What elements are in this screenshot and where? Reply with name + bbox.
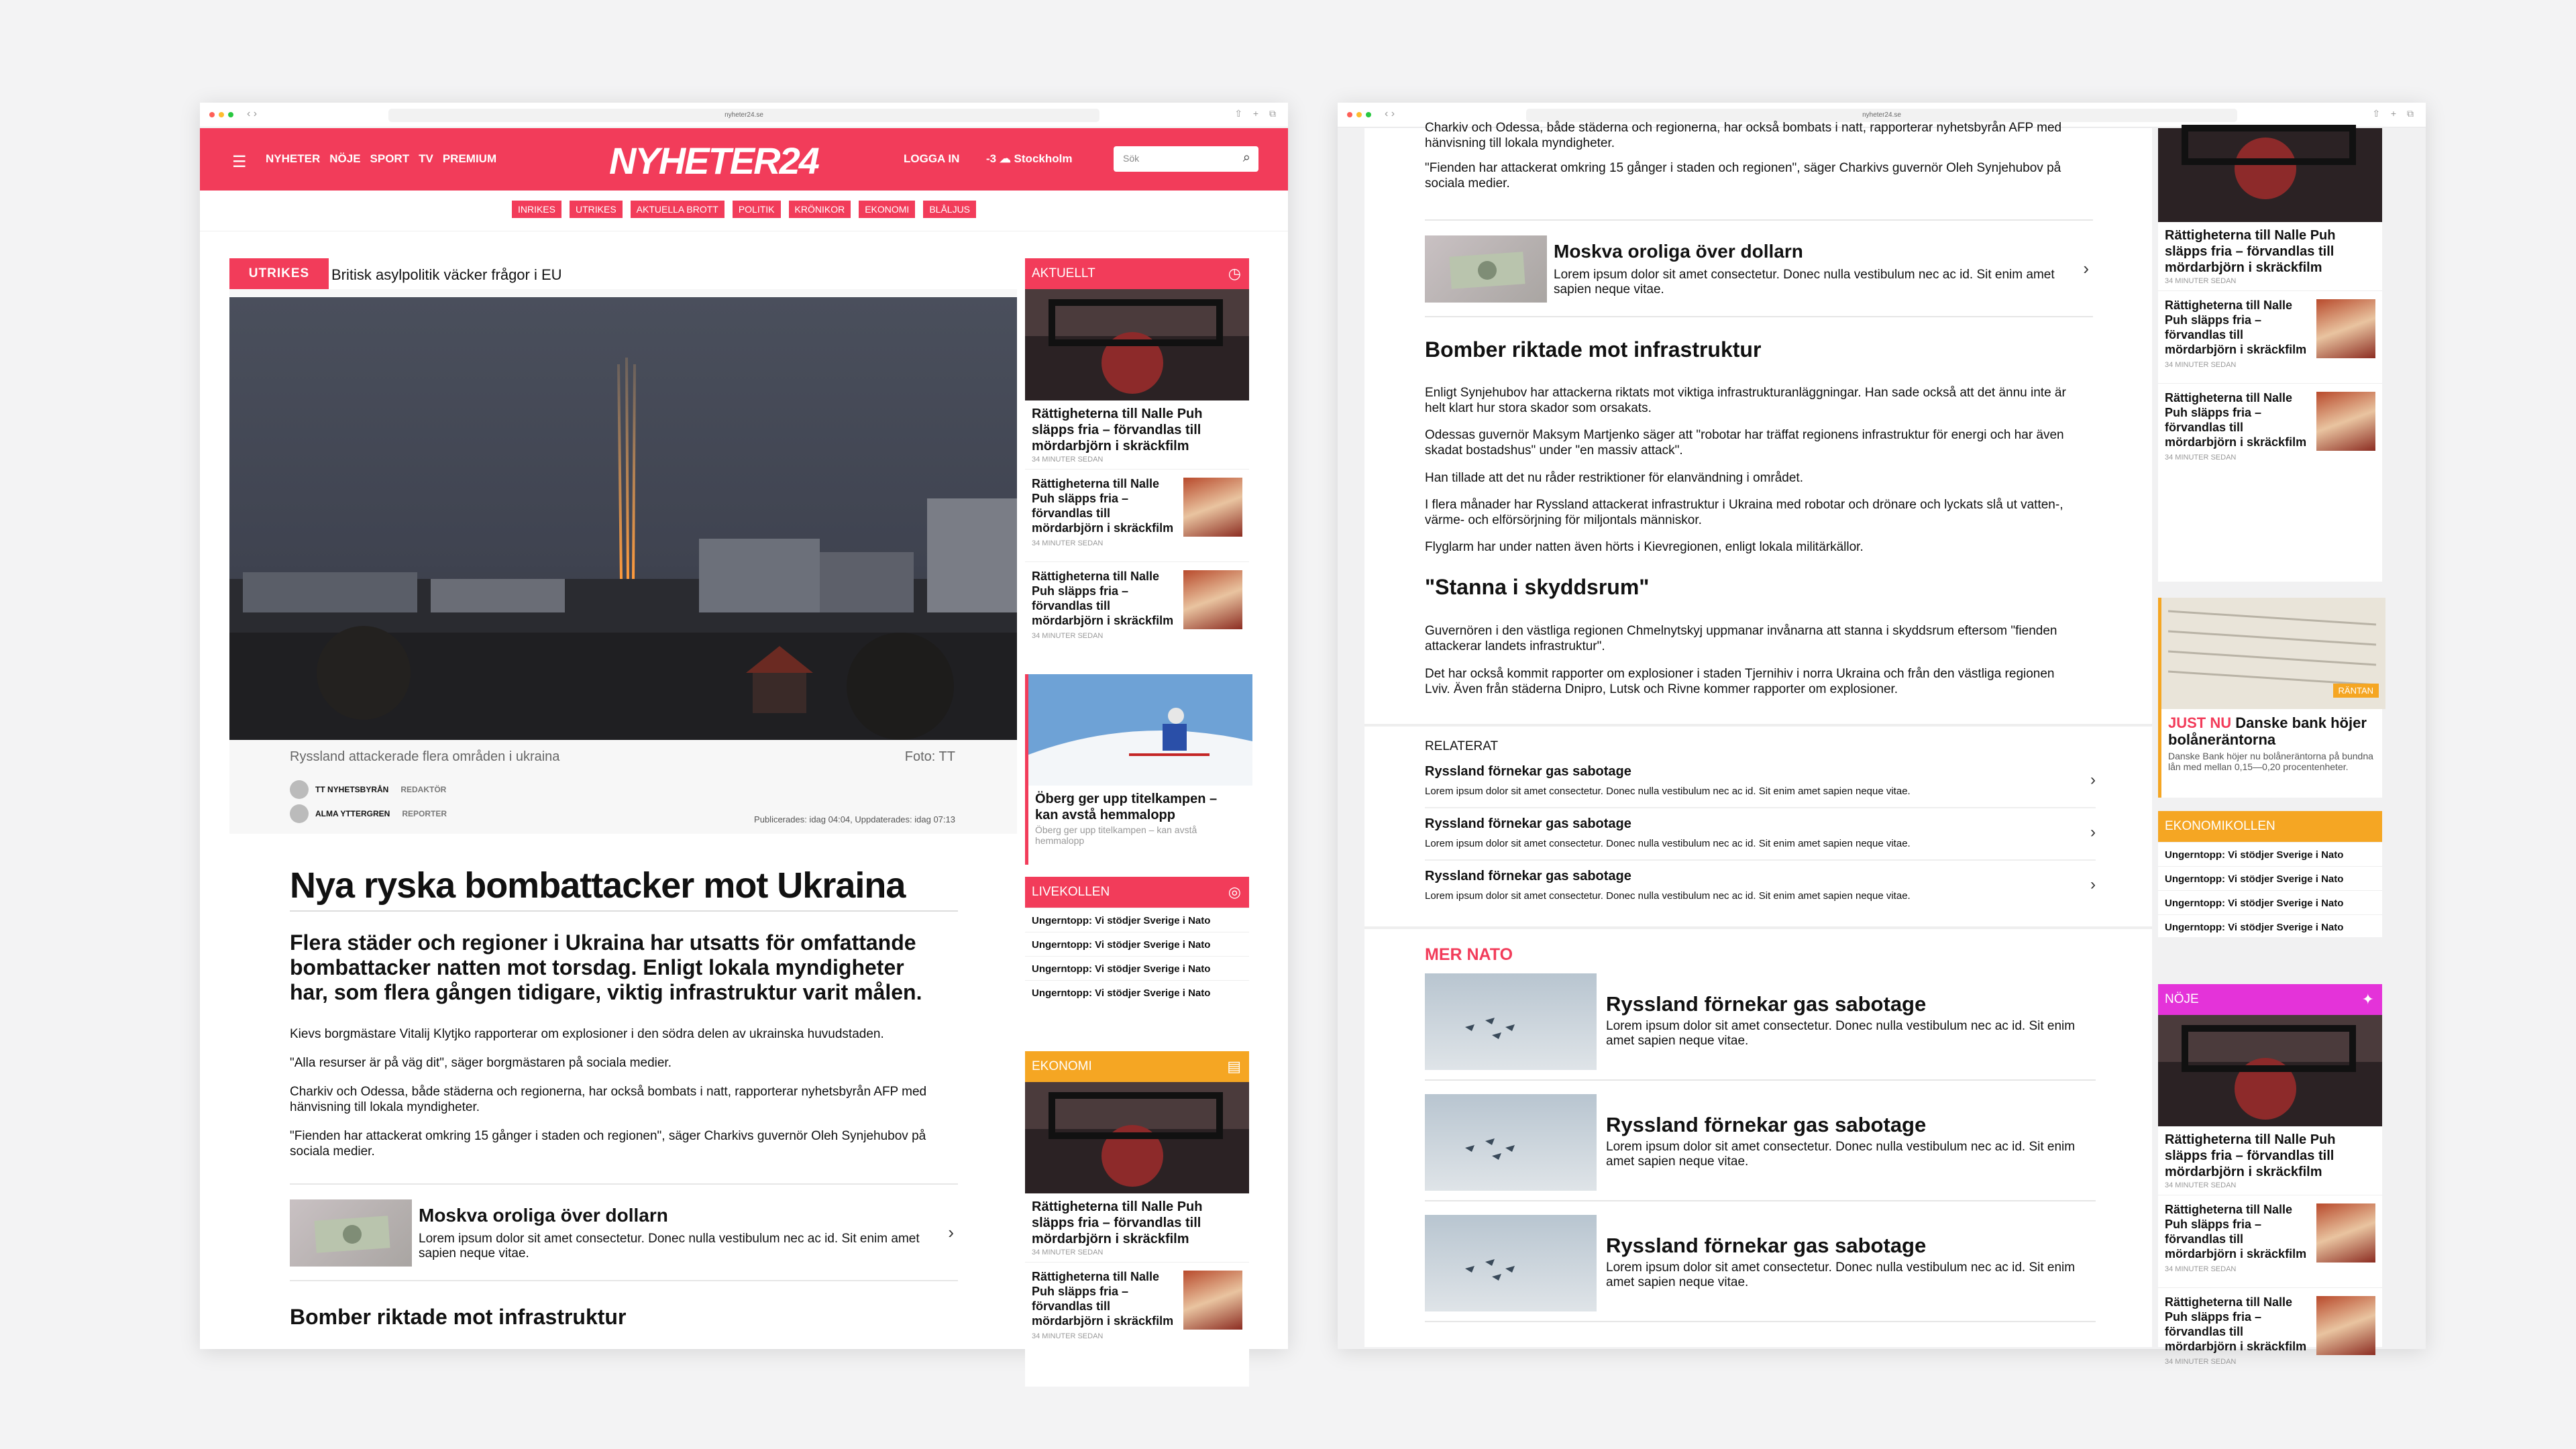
related-title: Ryssland förnekar gas sabotage	[1425, 869, 1631, 883]
story-time: 34 MINUTER SEDAN	[2165, 1181, 2237, 1189]
kicker-label: UTRIKES	[229, 258, 329, 289]
paragraph: Guvernören i den västliga regionen Chmelnytskyj uppmanar invånarna att stanna i skyddsrum eftersom "fienden attackerar landets infrastruktur".	[1425, 624, 2057, 653]
noje-header	[2158, 984, 2382, 1015]
divider	[290, 910, 958, 912]
promo-text: Lorem ipsum dolor sit amet consectetur. Donec nulla vestibulum nec ac id. Sit enim amet sapien neque vitae.	[419, 1232, 920, 1260]
story-time: 34 MINUTER SEDAN	[1032, 632, 1104, 640]
story-thumb	[2316, 1296, 2375, 1355]
nav-item[interactable]: PREMIUM	[442, 152, 497, 165]
live-item[interactable]: Ungerntopp: Vi stödjer Sverige i Nato	[1025, 980, 1249, 1004]
hamburger-icon[interactable]: ☰	[232, 153, 247, 171]
story-image[interactable]	[2158, 128, 2382, 222]
justnu-text: Danske Bank höjer nu bolåneräntorna på bundna lån med mellan 0,15—0,20 procentenheter.	[2168, 751, 2373, 772]
browser-window-left	[200, 103, 1288, 1349]
story-time: 34 MINUTER SEDAN	[1032, 1248, 1104, 1256]
live-item[interactable]: Ungerntopp: Vi stödjer Sverige i Nato	[1025, 932, 1249, 956]
article-continued	[1364, 121, 2152, 1347]
live-item[interactable]: Ungerntopp: Vi stödjer Sverige i Nato	[2158, 890, 2382, 914]
story-title[interactable]: Rättigheterna till Nalle Puh släpps fria – förvandlas till mördarbjörn i skräckfilm	[2165, 1132, 2336, 1179]
avatar	[290, 780, 309, 799]
live-item[interactable]: Ungerntopp: Vi stödjer Sverige i Nato	[2158, 842, 2382, 866]
justnu-card[interactable]	[2158, 598, 2382, 798]
ekonomi-box	[1025, 1051, 1249, 1387]
more-label: MER NATO	[1425, 945, 1513, 964]
promo-title: Moskva oroliga över dollarn	[1554, 241, 1803, 262]
jets-image	[1425, 973, 1597, 1070]
author-role: REPORTER	[402, 809, 447, 818]
zoom-dot[interactable]	[228, 112, 233, 117]
dollar-image	[1425, 235, 1547, 303]
ski-text: Öberg ger upp titelkampen – kan avstå hemmalopp	[1035, 824, 1197, 846]
aktuellt-box-continued	[2158, 128, 2382, 582]
minimize-dot[interactable]	[1356, 112, 1362, 117]
story-row[interactable]	[2158, 383, 2382, 476]
toolbar-icons[interactable]: ⇧ + ⧉	[1234, 108, 1280, 119]
story-title: Rättigheterna till Nalle Puh släpps fria – förvandlas till mördarbjörn i skräckfilm	[2165, 391, 2307, 449]
clock-icon: ◷	[1228, 265, 1241, 282]
address-bar[interactable]: nyheter24.se	[1526, 109, 2237, 122]
section-label: AKTUELLT	[1032, 266, 1095, 280]
avatar	[290, 804, 309, 823]
tag-link[interactable]: UTRIKES	[570, 201, 623, 218]
section-heading: Bomber riktade mot infrastruktur	[1425, 337, 1762, 362]
paragraph: Han tillade att det nu råder restriktioner för elanvändning i området.	[1425, 471, 1803, 485]
article-lead: Flera städer och regioner i Ukraina har utsatts för omfattande bombattacker natten mot torsdag. Enligt lokala myndigheter har, som flera gången tidigare, viktig infrastruktur varit målen.	[290, 930, 922, 1004]
story-row[interactable]	[2158, 1287, 2382, 1380]
jets-image	[1425, 1215, 1597, 1311]
live-item[interactable]: Ungerntopp: Vi stödjer Sverige i Nato	[1025, 956, 1249, 980]
site-header	[200, 128, 1288, 191]
paragraph: Kievs borgmästare Vitalij Klytjko rapporterar om explosioner i den södra delen av ukrainska huvudstaden.	[290, 1027, 884, 1041]
live-item[interactable]: Ungerntopp: Vi stödjer Sverige i Nato	[1025, 908, 1249, 932]
nav-item[interactable]: NYHETER	[266, 152, 321, 165]
promo-card[interactable]	[290, 1183, 958, 1281]
aktuellt-header	[1025, 258, 1249, 289]
paragraph: I flera månader har Ryssland attackerat infrastruktur i Ukraina med robotar och drönare och lyckats slå ut vatten-, värme- och elförsörjning för miljontals människor.	[1425, 498, 2063, 527]
story-title: Rättigheterna till Nalle Puh släpps fria – förvandlas till mördarbjörn i skräckfilm	[2165, 299, 2307, 356]
image-meta	[229, 740, 1017, 834]
story-row[interactable]	[1025, 561, 1249, 654]
story-image[interactable]	[1025, 289, 1249, 400]
paragraph: Charkiv och Odessa, både städerna och regionerna, har också bombats i natt, rapporterar nyhetsbyrån AFP med hänvisning till lokala myndigheter.	[290, 1085, 927, 1114]
author-name: ALMA YTTERGREN	[315, 809, 390, 818]
related-item[interactable]	[1425, 861, 2096, 913]
tag-link[interactable]: KRÖNIKOR	[789, 201, 851, 218]
address-bar[interactable]: nyheter24.se	[388, 109, 1099, 122]
more-title: Ryssland förnekar gas sabotage	[1606, 992, 1927, 1016]
author-role: REDAKTÖR	[400, 785, 447, 794]
story-thumb	[2316, 299, 2375, 358]
story-image[interactable]	[1025, 1082, 1249, 1193]
paragraph: "Alla resurser är på väg dit", säger borgmästaren på sociala medier.	[290, 1056, 672, 1070]
nav-arrows-icon[interactable]: ‹ ›	[247, 108, 258, 119]
paragraph: Odessas guvernör Maksym Martjenko säger att "robotar har träffat regionens infrastruktur för energi och har även skadat bostadshus" under "en massiv attack".	[1425, 428, 2064, 458]
ski-image	[1028, 674, 1252, 786]
story-thumb	[1183, 478, 1242, 537]
story-row[interactable]	[1025, 1262, 1249, 1354]
story-row[interactable]	[2158, 1195, 2382, 1287]
author[interactable]	[290, 804, 447, 823]
related-item[interactable]	[1425, 756, 2096, 808]
ski-title: Öberg ger upp titelkampen – kan avstå hemmalopp	[1035, 792, 1218, 822]
live-item[interactable]: Ungerntopp: Vi stödjer Sverige i Nato	[2158, 866, 2382, 890]
noje-box	[2158, 984, 2382, 1366]
story-image[interactable]	[2158, 1015, 2382, 1126]
story-title: Rättigheterna till Nalle Puh släpps fria – förvandlas till mördarbjörn i skräckfilm	[1032, 570, 1174, 627]
promo-card[interactable]	[1425, 219, 2093, 317]
paragraph: Charkiv och Odessa, både städerna och regionerna, har också bombats i natt, rapporterar nyhetsbyrån AFP med hänvisning till lokala myndigheter.	[1425, 121, 2062, 150]
live-item[interactable]: Ungerntopp: Vi stödjer Sverige i Nato	[2158, 914, 2382, 938]
jets-image	[1425, 1094, 1597, 1191]
promo-text: Lorem ipsum dolor sit amet consectetur. Donec nulla vestibulum nec ac id. Sit enim amet sapien neque vitae.	[1554, 268, 2055, 297]
nav-item[interactable]: NÖJE	[329, 152, 361, 165]
page	[1338, 121, 2426, 1366]
tag-link[interactable]: POLITIK	[733, 201, 781, 218]
story-title[interactable]: Rättigheterna till Nalle Puh släpps fria – förvandlas till mördarbjörn i skräckfilm	[1032, 407, 1203, 453]
story-title[interactable]: Rättigheterna till Nalle Puh släpps fria – förvandlas till mördarbjörn i skräckfilm	[1032, 1199, 1203, 1246]
close-dot[interactable]	[209, 112, 215, 117]
toolbar-icons[interactable]: ⇧ + ⧉	[2372, 108, 2418, 119]
paragraph: Enligt Synjehubov har attackerna riktats mot viktiga infrastrukturanläggningar. Han sade också att det ännu inte är helt klart hur stora skador som orsakats.	[1425, 386, 2066, 415]
kicker[interactable]	[229, 258, 1017, 289]
story-thumb	[2316, 1203, 2375, 1263]
section-heading: Bomber riktade mot infrastruktur	[290, 1305, 627, 1329]
tag-link[interactable]: EKONOMI	[859, 201, 915, 218]
related-title: Ryssland förnekar gas sabotage	[1425, 816, 1631, 831]
browser-toolbar	[200, 103, 1288, 127]
weather-widget[interactable]: -3 ☁ Stockholm	[986, 152, 1073, 165]
story-time: 34 MINUTER SEDAN	[1032, 539, 1104, 547]
livekollen-box	[1025, 877, 1249, 998]
chevron-right-icon[interactable]: ›	[2090, 823, 2096, 841]
section-label: NÖJE	[2165, 992, 2199, 1006]
sparkle-icon: ✦	[2361, 991, 2374, 1008]
chart-icon: ▤	[1227, 1058, 1241, 1075]
paragraph: "Fienden har attackerat omkring 15 gånger i staden och regionen", säger Charkivs guvernör Oleh Synjehubov på sociala medier.	[290, 1129, 926, 1159]
ekonomi-header	[1025, 1051, 1249, 1082]
story-thumb	[1183, 570, 1242, 629]
related-text: Lorem ipsum dolor sit amet consectetur. Donec nulla vestibulum nec ac id. Sit enim amet sapien neque vitae.	[1425, 890, 1911, 902]
aktuellt-box	[1025, 258, 1249, 663]
story-title: Rättigheterna till Nalle Puh släpps fria – förvandlas till mördarbjörn i skräckfilm	[2165, 1295, 2307, 1353]
justnu-headline	[2161, 709, 2382, 749]
justnu-title: Danske bank höjer bolåneräntorna	[2168, 714, 2367, 748]
chevron-right-icon[interactable]: ›	[2090, 875, 2096, 894]
story-time: 34 MINUTER SEDAN	[2165, 361, 2237, 369]
hero-image	[229, 297, 1017, 740]
live-icon: ◎	[1228, 883, 1241, 900]
nav-arrows-icon[interactable]: ‹ ›	[1385, 108, 1395, 119]
image-caption: Ryssland attackerade flera områden i ukraina	[290, 749, 560, 764]
publish-date: Publicerades: idag 04:04, Uppdaterades: idag 07:13	[754, 814, 955, 824]
divider	[1364, 926, 2152, 929]
photo-credit: Foto: TT	[904, 749, 955, 764]
close-dot[interactable]	[1347, 112, 1352, 117]
ekonomikollen-box	[2158, 811, 2382, 937]
category-tags	[200, 201, 1288, 218]
story-title: Rättigheterna till Nalle Puh släpps fria – förvandlas till mördarbjörn i skräckfilm	[1032, 1270, 1174, 1328]
story-time: 34 MINUTER SEDAN	[1032, 1332, 1104, 1340]
more-text: Lorem ipsum dolor sit amet consectetur. Donec nulla vestibulum nec ac id. Sit enim amet sapien neque vitae.	[1606, 1260, 2076, 1289]
search-placeholder: Sök	[1123, 153, 1140, 164]
more-item[interactable]	[1425, 960, 2096, 1081]
story-time: 34 MINUTER SEDAN	[2165, 277, 2237, 285]
chevron-right-icon[interactable]: ›	[2083, 258, 2089, 278]
related-item[interactable]	[1425, 808, 2096, 861]
login-link[interactable]: LOGGA IN	[904, 152, 960, 165]
minimize-dot[interactable]	[219, 112, 224, 117]
nav-item[interactable]: SPORT	[370, 152, 410, 165]
tag-link[interactable]: BLÅLJUS	[923, 201, 976, 218]
justnu-label: JUST NU	[2168, 714, 2232, 731]
story-title: Rättigheterna till Nalle Puh släpps fria – förvandlas till mördarbjörn i skräckfilm	[2165, 1203, 2307, 1260]
story-title: Rättigheterna till Nalle Puh släpps fria – förvandlas till mördarbjörn i skräckfilm	[1032, 477, 1174, 535]
tag-link[interactable]: INRIKES	[512, 201, 561, 218]
livekollen-header	[1025, 877, 1249, 908]
related-title: Ryssland förnekar gas sabotage	[1425, 764, 1631, 779]
related-label: RELATERAT	[1425, 739, 1499, 753]
page	[200, 128, 1288, 1349]
search-input[interactable]	[1114, 146, 1258, 172]
newspaper-image	[2161, 598, 2385, 709]
nav-item[interactable]: TV	[419, 152, 433, 165]
kicker-title: Britisk asylpolitik väcker frågor i EU	[331, 266, 562, 283]
rantan-badge: RÄNTAN	[2333, 684, 2379, 698]
story-time: 34 MINUTER SEDAN	[2165, 1358, 2237, 1366]
author[interactable]	[290, 780, 446, 799]
more-title: Ryssland förnekar gas sabotage	[1606, 1113, 1927, 1136]
article-title: Nya ryska bombattacker mot Ukraina	[290, 865, 906, 906]
divider	[1364, 724, 2152, 727]
tag-link[interactable]: AKTUELLA BROTT	[631, 201, 724, 218]
story-row[interactable]	[1025, 469, 1249, 561]
story-time: 34 MINUTER SEDAN	[2165, 453, 2237, 462]
story-title[interactable]: Rättigheterna till Nalle Puh släpps fria – förvandlas till mördarbjörn i skräckfilm	[2165, 228, 2336, 275]
main-nav	[266, 152, 496, 166]
search-icon[interactable]: ⌕	[1242, 150, 1250, 165]
site-logo[interactable]: NYHETER24	[609, 140, 818, 182]
story-thumb	[2316, 392, 2375, 451]
ski-card[interactable]	[1025, 674, 1249, 865]
chevron-right-icon[interactable]: ›	[948, 1222, 954, 1242]
section-heading: "Stanna i skyddsrum"	[1425, 575, 1650, 599]
more-item[interactable]	[1425, 1201, 2096, 1322]
zoom-dot[interactable]	[1366, 112, 1371, 117]
promo-title: Moskva oroliga över dollarn	[419, 1205, 668, 1226]
more-text: Lorem ipsum dolor sit amet consectetur. Donec nulla vestibulum nec ac id. Sit enim amet sapien neque vitae.	[1606, 1019, 2076, 1048]
related-text: Lorem ipsum dolor sit amet consectetur. Donec nulla vestibulum nec ac id. Sit enim amet sapien neque vitae.	[1425, 838, 1911, 849]
story-time: 34 MINUTER SEDAN	[2165, 1265, 2237, 1273]
paragraph: "Fienden har attackerat omkring 15 gånger i staden och regionen", säger Charkivs guvernör Oleh Synjehubov på sociala medier.	[1425, 161, 2061, 191]
related-text: Lorem ipsum dolor sit amet consectetur. Donec nulla vestibulum nec ac id. Sit enim amet sapien neque vitae.	[1425, 786, 1911, 797]
more-title: Ryssland förnekar gas sabotage	[1606, 1234, 1927, 1257]
paragraph: Flyglarm har under natten även hörts i Kievregionen, enligt lokala militärkällor.	[1425, 540, 1864, 554]
section-label: LIVEKOLLEN	[1032, 885, 1110, 899]
author-name: TT NYHETSBYRÅN	[315, 785, 389, 794]
more-item[interactable]	[1425, 1081, 2096, 1201]
more-text: Lorem ipsum dolor sit amet consectetur. Donec nulla vestibulum nec ac id. Sit enim amet sapien neque vitae.	[1606, 1140, 2076, 1169]
browser-window-right	[1338, 103, 2426, 1366]
ekonomikollen-header: EKONOMIKOLLEN	[2158, 811, 2382, 842]
story-time: 34 MINUTER SEDAN	[1032, 455, 1104, 464]
story-row[interactable]	[2158, 290, 2382, 383]
section-label: EKONOMI	[1032, 1059, 1092, 1073]
article-body	[229, 834, 1017, 1349]
dollar-image	[290, 1199, 412, 1267]
paragraph: Det har också kommit rapporter om explosioner i staden Tjernihiv i norra Ukraina och från den västliga regionen Lviv. Även från städerna Dnipro, Lutsk och Rivne kommer rapporter om explosioner.	[1425, 667, 2055, 696]
article	[229, 258, 1017, 1349]
chevron-right-icon[interactable]: ›	[2090, 771, 2096, 789]
story-thumb	[1183, 1271, 1242, 1330]
